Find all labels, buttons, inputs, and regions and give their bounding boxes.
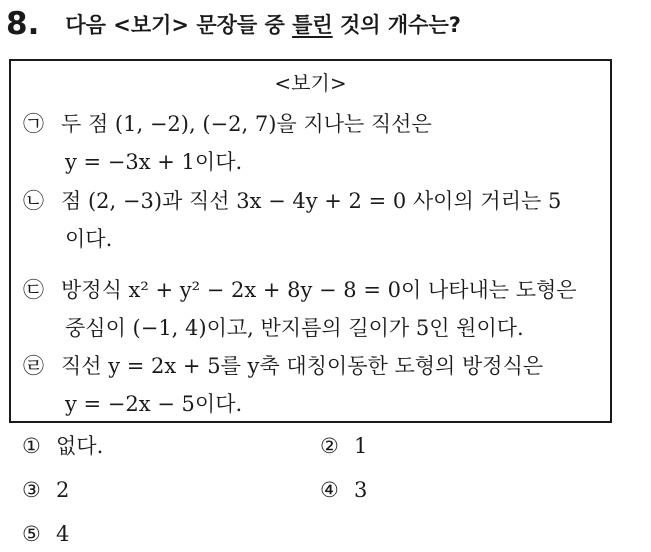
choice-label: 1: [354, 434, 368, 458]
question-header: [6, 4, 461, 44]
question-text-before: 다음 <보기> 문장들 중: [65, 13, 293, 37]
answer-choice-3[interactable]: [22, 472, 69, 508]
statement-line2: y = −2x − 5이다.: [65, 392, 243, 416]
question-text: [65, 9, 461, 39]
statement-marker: ㉢: [23, 278, 44, 302]
statement-line1: 두 점 (1, −2), (−2, 7)을 지나는 직선은: [61, 112, 432, 136]
answer-choice-4[interactable]: [320, 472, 367, 508]
choice-label: 3: [354, 478, 368, 502]
statement-line2: 이다.: [65, 227, 113, 251]
statement-line1: 점 (2, −3)과 직선 3x − 4y + 2 = 0 사이의 거리는 5: [61, 189, 562, 213]
example-box: [9, 59, 612, 423]
answer-choice-1[interactable]: [22, 428, 103, 464]
statement-line2: 중심이 (−1, 4)이고, 반지름의 길이가 5인 원이다.: [65, 316, 524, 340]
statement-d: [23, 347, 606, 423]
choice-marker: ③: [22, 478, 41, 502]
question-text-underlined: 틀린: [292, 13, 333, 37]
question-number: 8.: [6, 6, 40, 42]
choice-marker: ④: [320, 478, 339, 502]
statement-line2: y = −3x + 1이다.: [65, 150, 243, 174]
choice-label: 4: [56, 522, 70, 546]
statement-b: [23, 182, 606, 258]
question-text-after: 것의 개수는?: [332, 13, 461, 37]
statement-line1: 방정식 x² + y² − 2x + 8y − 8 = 0이 나타내는 도형은: [61, 278, 577, 302]
choice-label: 2: [56, 478, 70, 502]
statement-marker: ㉣: [23, 354, 44, 378]
statement-marker: ㉡: [23, 189, 44, 213]
choice-label: 없다.: [56, 434, 104, 458]
statement-marker: ㉠: [23, 112, 44, 136]
statement-line1: 직선 y = 2x + 5를 y축 대칭이동한 도형의 방정식은: [61, 354, 544, 378]
answer-choice-5[interactable]: [22, 516, 69, 552]
choice-marker: ②: [320, 434, 339, 458]
statement-c: [23, 271, 606, 347]
example-box-title: <보기>: [274, 71, 347, 95]
choice-marker: ①: [22, 434, 41, 458]
statement-a: [23, 105, 606, 181]
answer-choice-2[interactable]: [320, 428, 367, 464]
choice-marker: ⑤: [22, 522, 41, 546]
